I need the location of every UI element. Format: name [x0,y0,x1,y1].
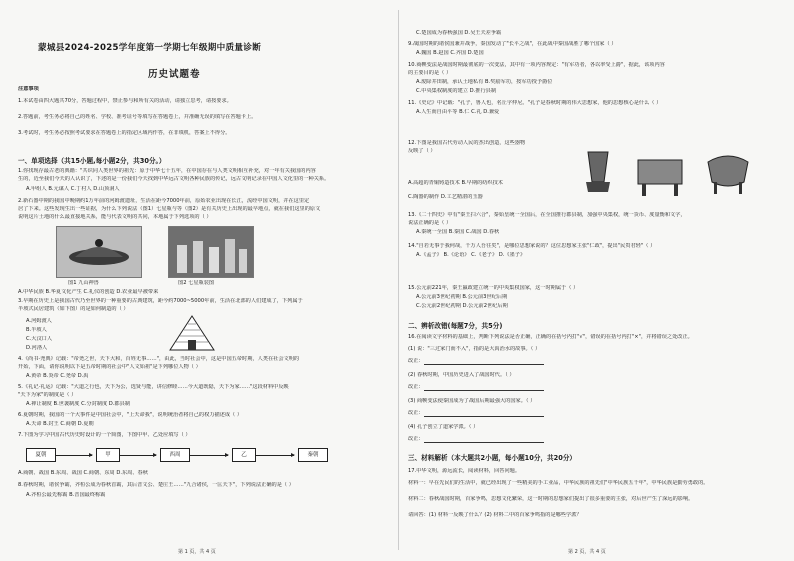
q3-option-a: A.河姆渡人 [26,318,52,324]
q1-line1: 1.你找现存最古老的典籍："共识同人类世界的祖先：原于中华七十五年，在中国存在与人类文明相互补充，对一年有关我国的内容 [18,168,316,174]
s2-fix-4 [408,436,780,443]
q6-options: A.天命 B.封王 C.商朝 D.夏朝 [26,421,94,427]
q8-options-ab: A.齐桓公最先称霸 B.晋国最终称霸 [26,492,106,498]
q3-option-b: B.半坡人 [26,327,47,333]
q13-line2: 说法正确的是（ ） [408,220,452,226]
figure-1-image [56,226,142,278]
q13-line1: 13.《二十四史》中有"秦王扫六合"，秦始皇统一全国后，在全国推行郡县制，加强中央集权，统一货币、度量衡和文字， [408,212,686,218]
flow-arrow-1 [56,455,92,456]
q17-intro: 17.中华文明，源远流长，阅读材料，回答问题。 [408,468,521,474]
figure-2-image [168,226,254,278]
exam-title: 蒙城县2024-2025学年度第一学期七年级期中质量诊断 [38,43,262,53]
q17-question: 请回答：(1) 材料一反映了什么？(2) 材料二中的百家争鸣指的是哪些学派？ [408,512,582,518]
q11-line1: 11.《史记》中记载："孔子，鲁人也，名丘字仲尼。"孔子是春秋时期的伟大思想家，他的思想核心是什么（ ） [408,100,662,106]
right-page [408,0,780,561]
s2-item-1: (1) 说："三过家门而不入"，指的是大禹治水的故事。（ ） [408,346,541,352]
left-page-footer: 第 1 页，共 4 页 [178,549,216,555]
flow-box-5: 秦朝 [298,448,328,462]
flow-box-4: 乙 [232,448,256,462]
section2-title: 二、辨析改错(每题7分，共5分) [408,322,503,330]
q4-line1: 4.《尚书·尧典》记载："帝尧之世，天下大和，百姓无事……"，由此，当时社会中，这是中国五帝时期，人类在社会文明的 [18,356,300,362]
q3-option-d: D.河洛人 [26,345,48,351]
q3-line2: 半坡式民居建筑（如下图）的是如何制造的（ ） [18,306,129,312]
s2-item-2: (2) 春秋时期，中国历史进入了战国时代。（ ） [408,372,515,378]
s2-fix-2 [408,384,780,391]
q17-material-1: 材料一：早在先民们的生活中，就已经出现了一些精美的手工业品，中华民族的祖先们"中华民族五千年"，中华民族是勤劳勇敢的。 [408,480,709,486]
s2-fix-3 [408,410,780,417]
q5-line1: 5.《礼记·礼运》记载："大道之行也，天下为公，选贤与能，讲信修睦……今大道既隐，天下为家……"这段材料中反映 [18,384,289,390]
q7-line1: 7.下图为学习中国古代历史时设计的一个简图，下图中甲、乙处应填写（ ） [18,432,191,438]
q10-line2: 的主要目的是（ ） [408,70,452,76]
s2-fix-3-label: 改正： [408,410,424,416]
answer-blank-2[interactable] [424,384,544,391]
section1-title: 一、单项选择（共15小题,每小题2分，共30分。） [18,157,166,165]
q9-line1: 9.战国时期的诸侯国兼并战争，秦国发动了"长平之战"，在此战中秦国战胜了哪个国家（ ） [408,41,617,47]
flow-box-2: 甲 [96,448,120,462]
hut-drawing [166,312,218,352]
q5-options: A.禅让制度 B.世袭制度 C.分封制度 D.郡县制 [26,401,130,407]
section3-title: 三、材料解析（本大题共2小题，每小题10分，共20分） [408,454,577,462]
q4-options: A.黄帝 B.炎帝 C.尧帝 D.禹 [26,373,89,379]
answer-blank-1[interactable] [424,358,544,365]
s2-item-3: (3) 商鞅变法使秦国成为了战国后期最强大的国家。（ ） [408,398,536,404]
s2-intro: 16.在阅读文字材料的基础上，判断下列说法是否正确，正确的在括号内打"√"，错误的在括号内打"×"，并将错误之处改正。 [408,334,693,340]
q2-options: A.中华民族 B.华夏文化产生 C.礼仪的创造 D.农业最早被带来 [18,289,159,295]
q13-options: A.秦统一全国 B.秦国 C.战国 D.春秋 [416,229,500,235]
s2-fix-1-label: 改正： [408,358,424,364]
q15-options-ab: A.公元前3世纪初期 B.公元前3世纪后期 [416,294,508,300]
q12-options-cd: C.陶器的制作 D.工艺精湛的玉器 [408,194,483,200]
q2-line1: 2.新石器中期的我国中晚期约1万年前的河姆渡遗址，生活在距今7000年前，原始农业出现在长江，流经中国文明，并在这里定 [18,198,310,204]
q12-line2: 反映了（ ） [408,148,436,154]
q12-line1: 12.下图是我国古代劳动人民的杰出创造，这些器物 [408,140,526,146]
q8-options-cd: C.楚国成为春秋强国 D.吴王夫差争霸 [416,30,502,36]
figure-2-caption: 图2 七星瓶装图 [178,280,215,286]
exam-subtitle: 历史试题卷 [148,69,201,80]
answer-blank-4[interactable] [424,436,544,443]
q3-option-c: C.大汶口人 [26,336,53,342]
q15-options-cd: C.公元前2世纪初期 D.公元前2世纪后期 [416,303,508,309]
notice-3: 3.考试时，考生务必按照考试要求在答题卷上的指定区域内作答，在非填机，答案上不得分。 [18,130,231,136]
s2-fix-1 [408,358,780,365]
right-page-footer: 第 2 页，共 4 页 [568,549,606,555]
q9-options: A.魏国 B.赵国 C.齐国 D.楚国 [416,50,484,56]
q12-options-ab: A.高超的青铜铸造技术 B.早期的纺织技术 [408,180,503,186]
q2-line2: 居了下来。这些发现生出一些证据，为什么下列说法（图1）七星瓶与等（图2）是有关历史上出现的最早地点，就在我们这里的原文 [18,206,321,212]
s2-item-4: (4) 孔子创立了道家学派。（ ） [408,424,479,430]
notice-2: 2.答题前，考生务必将自己的姓名、学校、准考证号等填写在答题卷上，并准确无误的填写在答题卡上。 [18,114,257,120]
flow-arrow-4 [256,455,294,456]
q14-options: A.《孟子》 B.《论语》 C.《老子》 D.《墨子》 [416,252,526,258]
q10-options-cd: C.中央集权制度的建立 D.推行县制 [416,88,497,94]
q7-options: A.商朝、战国 B.东周、战国 C.商朝、东周 D.东周、春秋 [18,470,148,476]
q6-line1: 6.夏朝时期，我国的一个大事件是中国社会中，"上天命我"，说明统治者将自己的权力描述成（ ） [18,412,243,418]
q11-options: A.人生而自由平等 B.仁 C.礼 D.兼爱 [416,109,500,115]
q4-line2: 开始，下面，请你说明以下是五帝时期的社会中"人文始祖"是下列哪位人物（ ） [18,364,201,370]
page-divider [398,10,399,550]
q1-options: A.甲组人 B.元谋人 C.丁村人 D.山顶洞人 [26,186,120,192]
flow-arrow-2 [120,455,156,456]
q8-line1: 8.春秋时期，诸侯争霸，齐桓公成为春秋首霸，其后晋文公、楚庄王……"九合诸侯，一匡天下"，下列说法正确的是（ ） [18,482,294,488]
q17-material-2: 材料二：春秋战国时期，百家争鸣，思想文化繁荣，这一时期的思想家们提出了很多重要的主张，对后世产生了深远的影响。 [408,496,694,502]
flow-box-1: 夏朝 [26,448,56,462]
flow-arrow-3 [190,455,228,456]
answer-blank-3[interactable] [424,410,544,417]
left-page [18,0,390,561]
q5-line2: "天下为家"的制度是（ ） [18,392,77,398]
q10-options-ab: A.废除井田制，承认土地私有 B.奖励军功，按军功授予爵位 [416,79,553,85]
q2-line3: 说明这片土地的什么最直接地关系，能与代表文明的共同，本地属于下列选项的（ ） [18,214,212,220]
s2-fix-2-label: 改正： [408,384,424,390]
q15-line1: 15.公元前221年，秦王嬴政建立统一的中央集权国家，这一时期属于（ ） [408,285,579,291]
q1-line2: 生的，近至我们今天的人认识了，下述的是一份我们今天找到中华远古文明各种民族的传记，远古文明记录在中国人文化里的一种关系。 [18,176,330,182]
notice-title: 注意事项 [18,86,39,92]
q14-line1: 14."自若无事于我何哉，千万人吾往矣"，是哪位思想家说的？这位思想家主张"仁政"，提出"民贵君轻"（ ） [408,243,656,249]
bronze-artifacts-image [568,142,768,202]
q10-line1: 10.商鞅变法是战国时期最彻底的一次变法，其中有一项内容规定："有军功者，各以率受上爵"，据此，该项内容 [408,62,665,68]
flow-box-3: 西周 [160,448,190,462]
figure-1-caption: 图1 九山神兽 [68,280,99,286]
notice-1: 1.本试卷由四大题共70分，答题过程中，禁止参与和所有关的活动，请独立思考，请按要求。 [18,98,232,104]
q3-line1: 3.早期在历史上是我国古代乃至世界的一种重要的古典建筑，距今约7000~5000年前，生活在北部的人们建成了，下列属于 [18,298,303,304]
s2-fix-4-label: 改正： [408,436,424,442]
